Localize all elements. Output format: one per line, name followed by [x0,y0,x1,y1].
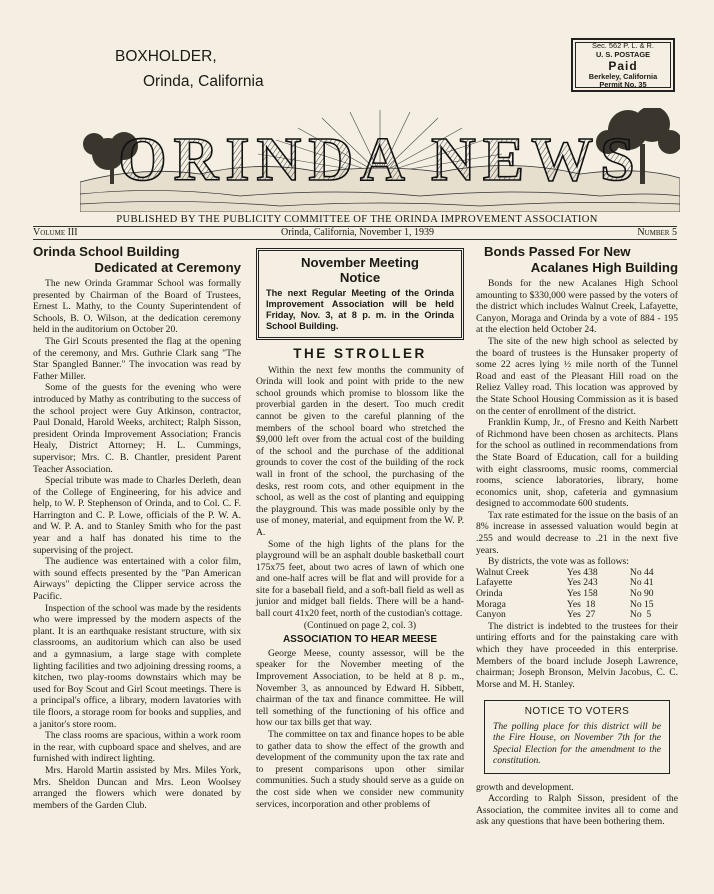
mailing-line-2: Orinda, California [143,73,264,90]
no-cell: No 41 [629,577,654,589]
school-paragraph: The class rooms are spacious, within a work room in the rear, with cupboard space and shelves, and are furnished with indirect lighting. [33,730,241,765]
voters-notice-body: The polling place for this district will be the Fire House, on November 7th for the Special Election for the amendment to the constitution. [493,720,661,767]
school-paragraph: Some of the guests for the evening who were introduced by Mathy as contributing to the success of the school project were Guy Atkinson, contractor, Paul Donald, Harold Weeks, architect; Ralph Sisson, president Orinda Improvement Association; Francis Healy, District Attorney; H. L. Cummings, supervisor; Mrs. C. B. Chantler, president Parent Teacher Association. [33,382,241,475]
school-headline-line-2: Dedicated at Ceremony [94,259,241,275]
school-headline-line-1: Orinda School Building [33,244,180,259]
voters-notice-box [484,700,670,773]
publisher-line: PUBLISHED BY THE PUBLICITY COMMITTEE OF THE ORINDA IMPROVEMENT ASSOCIATION [116,214,598,225]
column-1 [33,244,241,811]
meeting-notice-title-line-1: November Meeting [301,255,419,270]
masthead [80,108,680,212]
district-cell: Lafayette [476,577,513,589]
bonds-headline-line-1: Bonds Passed For New [484,244,631,259]
continuation-line: growth and development. [476,781,574,793]
stroller-headline: THE STROLLER [293,346,427,361]
no-cell: No 90 [629,588,654,600]
meese-paragraph: The committee on tax and finance hopes to be able to gather data to show the effect of the growth and development of the community upon the tax rate and to present comparisons upon other similar communities. Such a study should serve as a guide on the cost side when we consider new community services, incorporation and other problems of [256,729,464,810]
meeting-notice-box [256,248,464,340]
district-cell: Walnut Creek [476,566,529,578]
school-paragraph: Special tribute was made to Charles Derleth, dean of the College of Engineering, for his advice and help, to W. P. Stephenson of Orinda, and to Col. C. F. Harrington and C. P. Lowe, officials of the P. W. A. and W. P. A. and to Stanley Smith who for the past year and a half has donated his time to the supervising of the project. [33,475,241,556]
bonds-paragraph: Bonds for the new Acalanes High School amounting to $330,000 were passed by the voters of the district which includes Walnut Creek, Lafayette, Canyon, Moraga and Orinda by a vote of 884 - 195 at the election held October 24. [476,278,678,336]
bonds-headline-line-2: Acalanes High Building [530,259,678,275]
column-3 [476,244,678,828]
mailing-address [115,44,264,94]
school-paragraph: The audience was entertained with a color film, with sound effects presented by the "Pan American Airways" depicting the Clipper service across the Pacific. [33,556,241,603]
bonds-paragraph: The district is indebted to the trustees for their untiring efforts and for the painstaking care with which they have proceeded in this enterprise. Members of the board include Joseph Lawrence, chairman; Joseph Bronson, Melvin Jacobus, C. C. Morse and M. H. Stanley. [476,620,678,690]
bonds-paragraph: Franklin Kump, Jr., of Fresno and Keith Narbett of Richmond have been chosen as architects. Plans for the school as outlined in recommendations from the State Board of Education, call for a building with eight classrooms, music rooms, commercial rooms, science laboratories, library, home economics unit, shop, cafeteria and gymnasium designed to accommodate 600 students. [476,417,678,510]
yes-cell: Yes 18 [566,598,596,610]
bonds-headline [476,244,678,275]
rule-bottom [33,239,677,240]
masthead-title: ORINDA NEWS [118,126,642,194]
mailing-line-1: BOXHOLDER, [115,48,217,65]
yes-cell: Yes 27 [566,609,596,621]
postage-line-4: Berkeley, California [588,71,658,81]
column-2 [256,248,464,810]
yes-cell: Yes 243 [566,577,598,589]
postage-line-1: Sec. 562 P. L. & R. [592,41,654,50]
vote-table [476,568,678,621]
postage-line-2: U. S. POSTAGE [595,49,651,59]
yes-cell: Yes 158 [566,588,598,600]
district-cell: Canyon [476,609,506,621]
issue-number: Number 5 [637,227,677,238]
continued-note: (Continued on page 2, col. 3) [303,619,417,631]
voters-notice-title: NOTICE TO VOTERS [524,706,630,718]
stroller-paragraph: Within the next few months the community of Orinda will look and point with pride to the new school grounds which promise to blossom like the proverbial garden in the desert. Too much credit cannot be given to the careful planning of the members of the school board who stretched the $9,000 left over from the actual cost of the building of the school and the purchase of the additional grounds to cover the cost of the building of the rock wall in front of the school, the purchasing of the desks, rest room cots, and other equipment in the school, as well as the cost of planting and equipping the playground. This was made possible only by the use of money, material, and equipment from the W. P. A. [256,364,464,538]
yes-cell: Yes 438 [566,566,598,578]
meeting-notice-title-line-2: Notice [339,270,381,285]
stroller-paragraph: Some of the high lights of the plans for the playground will be an asphalt double basketball court 175x75 feet, about two acres of lawn of which one and one-half acres will be flat and will provide for a site for a baseball field, and a soft-ball field as well as junior and midget ball fields. There will be a hand-ball court 41x20 feet, north of the custodian's cottage. [256,538,464,620]
school-paragraph: The new Orinda Grammar School was formally presented by Chairman of the Board of Trustees, Ernest L. Mathy, to the County Superintendent of Schools, B. O. Wilson, at the dedication ceremony held in the auditorium on October 20. [33,278,241,336]
bonds-paragraph: Tax rate estimated for the issue on the basis of an 8% increase in assessed valuation would begin at .255 and would decrease to .21 in the next five years. [476,509,678,556]
postage-paid: Paid [608,58,638,73]
meeting-notice-body: The next Regular Meeting of the Orinda Improvement Association will be held Friday, Nov. 3, at 8 p. m. in the Orinda School Building. [266,288,454,331]
postage-line-5: Permit No. 35 [599,80,647,90]
continuation-paragraph: According to Ralph Sisson, president of the Association, the commitee invites all to come and ask any questions that have been bothering them. [476,793,678,828]
issue-line [33,227,677,238]
district-cell: Orinda [476,588,503,600]
postage-indicia [571,38,675,92]
no-cell: No 44 [629,566,654,578]
bonds-paragraph: The site of the new high school as selected by the board of trustees is the Hunsaker property of some 22 acres lying ½ mile north of the Tunnel Road and east of the Pleasant Hill road on the Reliez Valley road. This location was approved by the State School Housing Commission as it is based on the center of enrollment of the district. [476,335,678,417]
no-cell: No 5 [629,609,652,621]
bonds-paragraph: By districts, the vote was as follows: [488,556,629,568]
table-row [476,610,678,621]
school-paragraph: Inspection of the school was made by the residents who were impressed by the modern aspects of the plant. It is an earthquake resistant structure, with six classrooms, an auditorium which can also be used and a gymnasium, a large stage with complete lighting facilities and two adjoining dressing rooms, a kitchen, two play-rooms downstairs which may be used for Boy Scout and Girl Scout meetings. There is a principal's office, a library, modern lavatories with tile floors, a storage room for books and supplies, and a janitor's store room. [33,602,241,730]
school-headline [33,244,241,275]
meeting-notice-title [266,255,454,285]
district-cell: Moraga [476,598,506,610]
school-paragraph: Mrs. Harold Martin assisted by Mrs. Miles York, Mrs. Sheldon Duncan and Mrs. Leon Woolsey arranged the flowers which were donated by members of the Garden Club. [33,764,241,811]
no-cell: No 15 [629,598,654,610]
school-paragraph: The Girl Scouts presented the flag at the opening of the ceremony, and Mrs. Guthrie Clark sang "The Star Spangled Banner." The invocation was read by Father Miller. [33,335,241,382]
volume: Volume III [33,227,78,238]
place-date: Orinda, California, November 1, 1939 [280,227,434,238]
meese-paragraph: George Meese, county assessor, will be the speaker for the November meeting of the Improvement Association, to be held at 8 p. m., November 3, as announced by Edward H. Sibbett, chairman of the tax and finance committee. He will tell something of the functioning of his office and how our tax bills get that way. [256,647,464,729]
meese-headline: ASSOCIATION TO HEAR MEESE [282,634,438,646]
